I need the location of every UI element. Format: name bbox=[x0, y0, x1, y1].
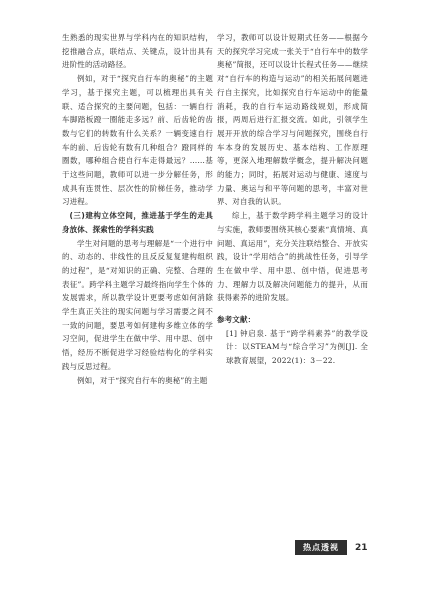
right-column bbox=[217, 31, 368, 368]
references-title: 参考文献： bbox=[217, 315, 256, 325]
paragraph: 例如，对于“探究自行车的奥秘”的主题 bbox=[77, 375, 208, 385]
paragraph: 例如，对于“探究自行车的奥秘”的主题学习，基于探究主题，可以梳理出具有关联、适合探究的主要问题，包括：一辆自行车脚踏板蹬一圈能走多远？前、后齿轮的齿数与它们的转数有什么关系？一辆变速自行车的前、后齿轮有数有几种组合？蹬同样的圈数，哪种组合使自行车走得最远？……基于这些问题，教师可以进一步分解任务，形成具有连贯性、层次性的阶梯任务，推动学习进程。 bbox=[62, 74, 213, 207]
page-footer bbox=[295, 540, 368, 555]
paragraph: 综上，基于数学跨学科主题学习的设计与实施，教师要围绕其核心要素“真情境、真问题、真运用”，充分关注联结整合、开放实践，设计“学用结合”的挑战性任务，引导学生在做中学、用中思、创中悟，促进思考力、理解力以及解决问题能力的提升，从而获得素养的进阶发展。 bbox=[217, 211, 368, 303]
paragraph: 生熟悉的现实世界与学科内在的知识结构，挖推融合点，联结点、关键点，设计出具有进阶性的活动路径。 bbox=[62, 33, 213, 70]
section-heading: (三)建构立体空间，推进基于学生的走具身放体、探索性的学科实践 bbox=[62, 211, 213, 234]
paragraph: 学习，教师可以设计短期式任务——根据今天的探究学习完成一张关于“自行车中的数学奥秘”简报，还可以设计长程式任务——继续对“自行车的构造与运动”的相关拓展问题进行自主探究，比如探究自行车运动中的能量消耗，我的自行车运动路线规划，形成简报，两周后进行汇报交流。如此，引领学生展开开放的综合学习与问题探究，围绕自行车本身的发展历史、基本结构、工作原理等，更深入地理解数学概念，提升解决问题的能力；同时，拓展对运动与健康、速度与力量、奥运与和平等问题的思考，丰富对世界、对自我的认识。 bbox=[217, 33, 368, 207]
section-tag: 热点透视 bbox=[295, 540, 347, 555]
page-number: 21 bbox=[355, 542, 368, 553]
reference-item: [1] 钟启泉. 基于“跨学科素养”的教学设计：以STEAM与“综合学习”为例[J]. 全球教育展望，2022(1)：3－22. bbox=[226, 328, 368, 366]
paragraph: 学生对问题的思考与理解是“一个进行中的、动态的、非线性的且反反复复建构组织的过程”，是“对知识的正确、完整、合理的表征”。跨学科主题学习最终指向学生个体的发展需求，所以教学设计更要考虑如何消除学生真正关注的现实问题与学习需要之间不一致的问题，要思考如何建构多维立体的学习空间，促进学生在做中学、用中思、创中悟，经历不断促进学习经验结构化的学科实践与反思过程。 bbox=[62, 238, 213, 371]
left-column bbox=[62, 31, 213, 387]
